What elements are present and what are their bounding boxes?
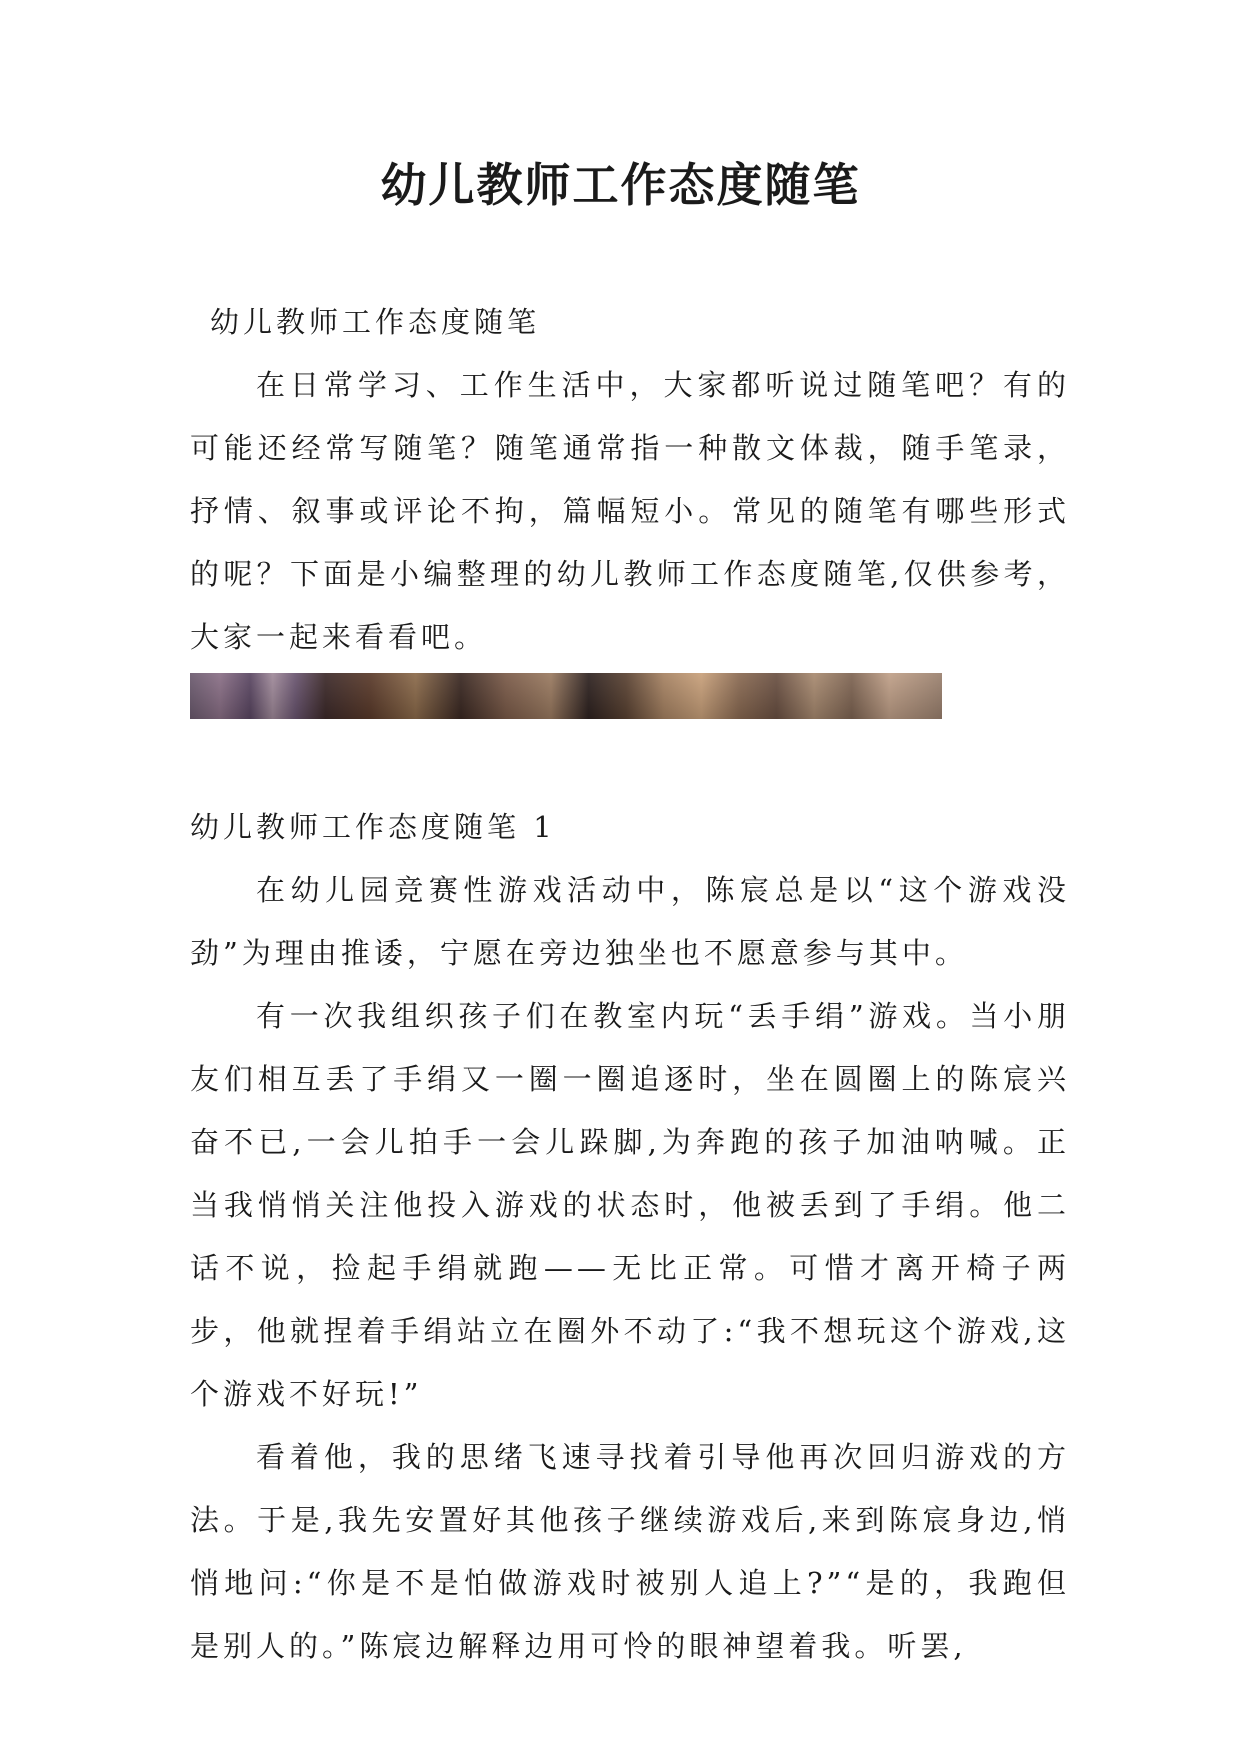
body-paragraph: 在幼儿园竞赛性游戏活动中，陈宸总是以“这个游戏没劲”为理由推诿，宁愿在旁边独坐也不愿意参与其中。 — [190, 873, 1070, 970]
article-image — [190, 673, 942, 719]
intro-paragraph: 在日常学习、工作生活中，大家都听说过随笔吧？有的可能还经常写随笔？随笔通常指一种散文体裁，随手笔录，抒情、叙事或评论不拘，篇幅短小。常见的随笔有哪些形式的呢？下面是小编整理的幼儿教师工作态度随笔,仅供参考，大家一起来看看吧。 — [190, 368, 1070, 654]
body-paragraph: 看着他，我的思绪飞速寻找着引导他再次回归游戏的方法。于是,我先安置好其他孩子继续游戏后,来到陈宸身边,悄悄地问:“你是不是怕做游戏时被别人追上?”“是的，我跑但是别人的。”陈宸边解释边用可怜的眼神望着我。听罢, — [190, 1440, 1070, 1663]
section-heading: 幼儿教师工作态度随笔 1 — [190, 810, 556, 844]
document-title: 幼儿教师工作态度随笔 — [380, 158, 861, 212]
intro-subtitle: 幼儿教师工作态度随笔 — [210, 305, 541, 339]
body-paragraph: 有一次我组织孩子们在教室内玩“丢手绢”游戏。当小朋友们相互丢了手绢又一圈一圈追逐时，坐在圆圈上的陈宸兴奋不已,一会儿拍手一会儿跺脚,为奔跑的孩子加油呐喊。正当我悄悄关注他投入游戏的状态时，他被丢到了手绢。他二话不说，捡起手绢就跑——无比正常。可惜才离开椅子两步，他就捏着手绢站立在圈外不动了:“我不想玩这个游戏,这个游戏不好玩!” — [190, 999, 1070, 1411]
document-body — [190, 290, 1070, 1678]
